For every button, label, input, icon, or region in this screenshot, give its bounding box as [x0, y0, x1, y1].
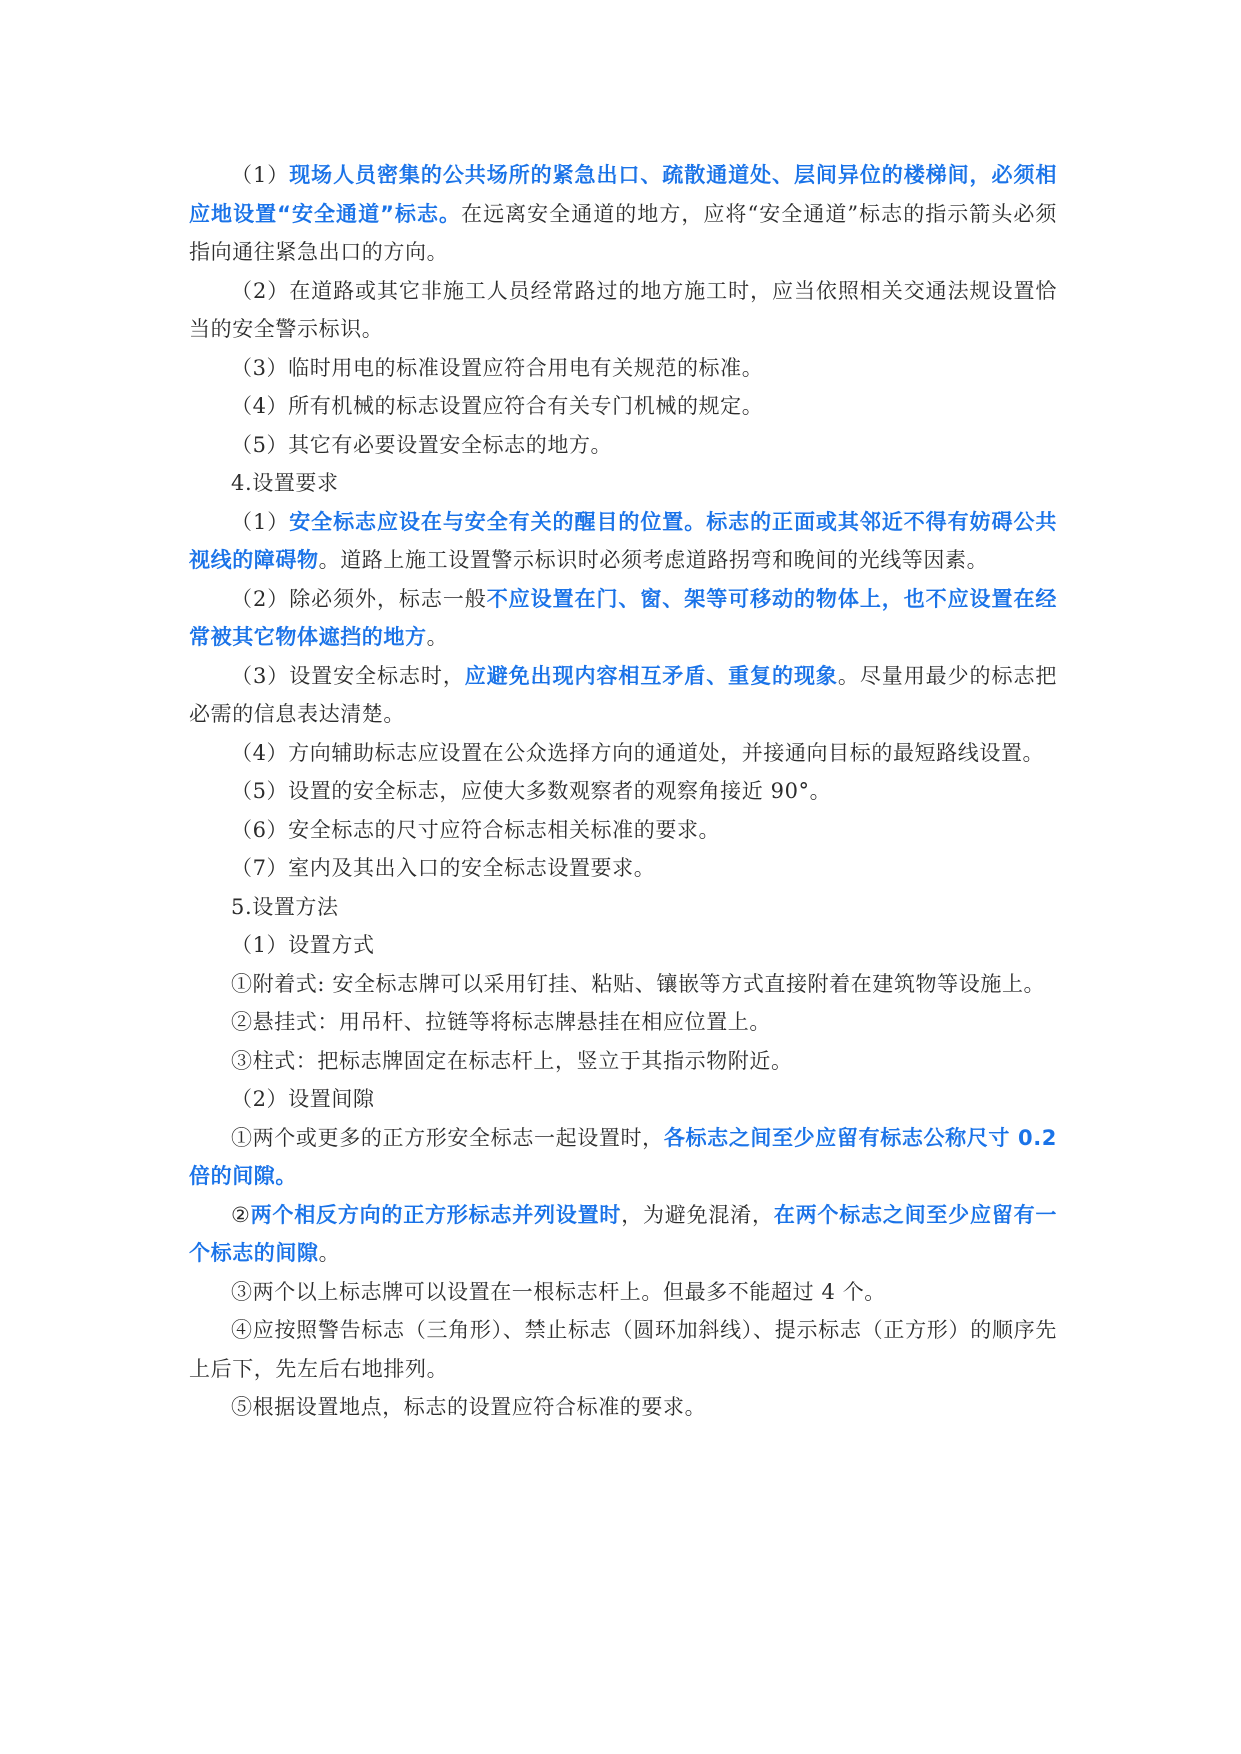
- text-segment: 在远离安全通道的地方，应将“安全通道”标志的指示箭头必须指向通往紧急出口的方向。: [189, 201, 1057, 264]
- paragraph-10: [189, 734, 1057, 773]
- text-segment: （1）: [231, 163, 290, 187]
- highlighted-text: 应避免出现内容相互矛盾、重复的现象: [464, 663, 838, 688]
- text-segment: ③柱式：把标志牌固定在标志杆上，竖立于其指示物附近。: [231, 1048, 793, 1073]
- text-segment: （4）所有机械的标志设置应符合有关专门机械的规定。: [231, 394, 764, 418]
- text-segment: 。尽量用最少的标志把必需的信息表达清楚。: [189, 663, 1057, 726]
- paragraph-13: [189, 849, 1057, 888]
- paragraph-15: [189, 926, 1057, 965]
- text-segment: 。道路上施工设置警示标识时必须考虑道路拐弯和晚间的光线等因素。: [318, 548, 989, 572]
- highlighted-text: 在两个标志之间至少应留有一个标志的间隙: [189, 1202, 1057, 1265]
- text-segment: ①两个或更多的正方形安全标志一起设置时，: [231, 1125, 664, 1150]
- text-segment: ，为避免混淆，: [621, 1202, 774, 1227]
- text-segment: （6）安全标志的尺寸应符合标志相关标准的要求。: [231, 817, 721, 842]
- paragraph-21: [189, 1196, 1057, 1273]
- paragraph-23: [189, 1311, 1057, 1388]
- paragraph-12: [189, 811, 1057, 850]
- paragraph-9: [189, 657, 1057, 734]
- text-segment: （2）除必须外，标志一般: [231, 586, 487, 611]
- paragraph-24: [189, 1388, 1057, 1427]
- section-heading-5: [189, 888, 1057, 927]
- paragraph-20: [189, 1119, 1057, 1196]
- section-heading-4: [189, 464, 1057, 503]
- paragraph-11: [189, 772, 1057, 811]
- paragraph-17: [189, 1003, 1057, 1042]
- text-segment: 。: [318, 1241, 341, 1265]
- paragraph-16: [189, 965, 1057, 1004]
- text-segment: （1）: [231, 509, 290, 534]
- text-segment: （2）在道路或其它非施工人员经常路过的地方施工时，应当依照相关交通法规设置恰当的安全警示标识。: [189, 278, 1057, 341]
- text-segment: （4）方向辅助标志应设置在公众选择方向的通道处，并接通向目标的最短路线设置。: [231, 740, 1045, 765]
- text-segment: （7）室内及其出入口的安全标志设置要求。: [231, 856, 656, 880]
- highlighted-text: 现场人员密集的公共场所的紧急出口、疏散通道处、层间异位的楼梯间，必须相应地设置“安全通道”标志。: [189, 163, 1057, 226]
- paragraph-22: [189, 1273, 1057, 1312]
- highlighted-text: 安全标志应设在与安全有关的醒目的位置。标志的正面或其邻近不得有妨碍公共视线的障碍物: [189, 509, 1057, 572]
- text-segment: （5）其它有必要设置安全标志的地方。: [231, 432, 613, 457]
- text-segment: ②: [231, 1202, 251, 1227]
- highlighted-text: 各标志之间至少应留有标志公称尺寸 0.2 倍的间隙。: [189, 1125, 1058, 1188]
- highlighted-text: 不应设置在门、窗、架等可移动的物体上，也不应设置在经常被其它物体遮挡的地方: [189, 586, 1057, 649]
- text-segment: ③两个以上标志牌可以设置在一根标志杆上。但最多不能超过 4 个。: [231, 1279, 886, 1304]
- text-segment: ①附着式: 安全标志牌可以采用钉挂、粘贴、镶嵌等方式直接附着在建筑物等设施上。: [231, 971, 1046, 996]
- paragraph-18: [189, 1042, 1057, 1081]
- text-segment: 。: [426, 625, 449, 649]
- paragraph-8: [189, 580, 1057, 657]
- paragraph-2: [189, 272, 1057, 349]
- text-segment: ⑤根据设置地点，标志的设置应符合标准的要求。: [231, 1395, 707, 1419]
- text-segment: 4.设置要求: [231, 471, 339, 495]
- paragraph-19: [189, 1080, 1057, 1119]
- document-body: [189, 156, 1057, 1427]
- text-segment: （3）临时用电的标准设置应符合用电有关规范的标准。: [231, 355, 764, 380]
- text-segment: （1）设置方式: [231, 933, 375, 957]
- text-segment: ②悬挂式：用吊杆、拉链等将标志牌悬挂在相应位置上。: [231, 1010, 771, 1034]
- paragraph-7: [189, 503, 1057, 580]
- text-segment: 5.设置方法: [231, 894, 339, 919]
- text-segment: （2）设置间隙: [231, 1087, 375, 1111]
- highlighted-text: 两个相反方向的正方形标志并列设置时: [250, 1202, 622, 1227]
- paragraph-5: [189, 426, 1057, 465]
- text-segment: ④应按照警告标志（三角形）、禁止标志（圆环加斜线）、提示标志（正方形）的顺序先上后下，先左后右地排列。: [189, 1318, 1057, 1381]
- text-segment: （3）设置安全标志时，: [231, 663, 465, 688]
- paragraph-4: [189, 387, 1057, 426]
- paragraph-3: [189, 349, 1057, 388]
- text-segment: （5）设置的安全标志，应使大多数观察者的观察角接近 90°。: [231, 779, 832, 803]
- paragraph-1: [189, 156, 1057, 272]
